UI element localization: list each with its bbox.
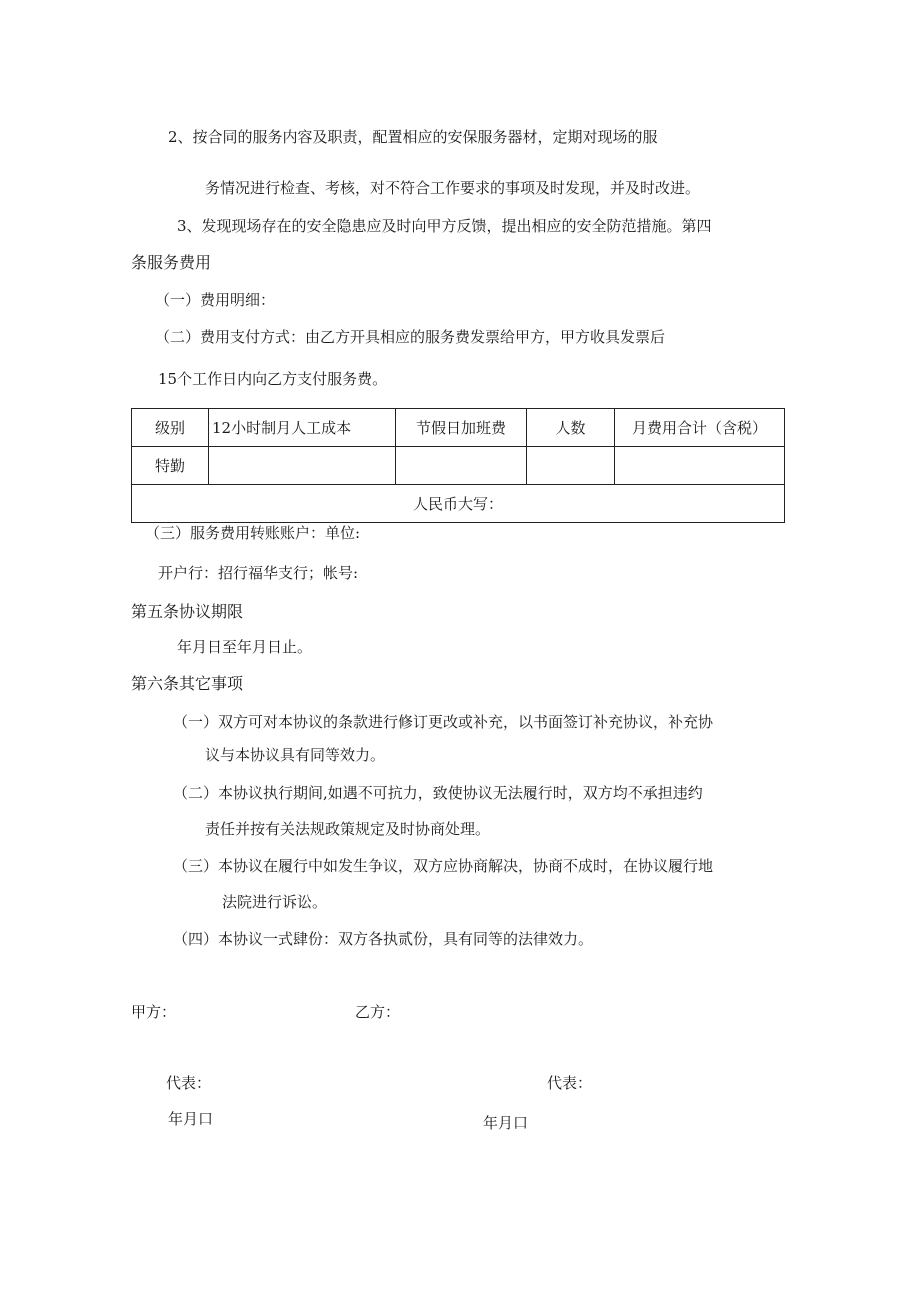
table-header-level: 级别	[132, 409, 209, 447]
table-header-monthly-total: 月费用合计（含税）	[615, 409, 785, 447]
table-cell-level: 特勤	[132, 447, 209, 485]
clause4-item2-line1: 2、按合同的服务内容及职责，配置相应的安保服务器材，定期对现场的服	[168, 128, 658, 146]
fee-bank: 开户行：招行福华支行；帐号:	[158, 564, 359, 582]
party-b-label: 乙方：	[355, 1003, 401, 1021]
table-total-row	[132, 485, 785, 523]
table-cell-headcount	[527, 447, 615, 485]
party-a-representative: 代表：	[166, 1074, 212, 1092]
clause6-item4: （四）本协议一式肆份：双方各执贰份，具有同等的法律效力。	[173, 930, 594, 948]
clause6-item3-line1: （三）本协议在履行中如发生争议，双方应协商解决，协商不成时，在协议履行地	[173, 857, 714, 875]
table-header-labor-cost: 12小时制月人工成本	[209, 409, 396, 447]
fee-table	[131, 408, 785, 523]
clause5-title: 第五条协议期限	[131, 602, 244, 621]
party-a-date: 年月口	[168, 1110, 214, 1128]
party-b-date: 年月口	[483, 1114, 529, 1132]
party-b-representative: 代表：	[547, 1074, 593, 1092]
fee-payment-line1: （二）费用支付方式：由乙方开具相应的服务费发票给甲方，甲方收具发票后	[155, 328, 666, 346]
table-header-overtime: 节假日加班费	[396, 409, 527, 447]
clause6-item1-line2: 议与本协议具有同等效力。	[205, 746, 386, 764]
table-header-headcount: 人数	[527, 409, 615, 447]
clause6-title: 第六条其它事项	[131, 674, 244, 693]
clause6-item2-line2: 责任并按有关法规政策规定及时协商处理。	[205, 820, 491, 838]
table-cell-monthly-total	[615, 447, 785, 485]
clause4-item2-line2: 务情况进行检查、考核，对不符合工作要求的事项及时发现，并及时改进。	[205, 179, 701, 197]
table-cell-labor-cost	[209, 447, 396, 485]
fee-payment-line2: 15个工作日内向乙方支付服务费。	[158, 370, 388, 388]
clause5-period: 年月日至年月日止。	[177, 638, 313, 656]
clause4-item3-line1: 3、发现现场存在的安全隐患应及时向甲方反馈，提出相应的安全防范措施。第四	[177, 217, 712, 235]
party-a-label: 甲方：	[131, 1003, 177, 1021]
clause4-title: 条服务费用	[131, 253, 212, 272]
table-total-rmb-uppercase: 人民币大写：	[132, 485, 785, 523]
fee-table-header-row	[132, 409, 785, 447]
fee-detail: （一）费用明细：	[155, 291, 276, 309]
table-cell-overtime	[396, 447, 527, 485]
clause6-item1-line1: （一）双方可对本协议的条款进行修订更改或补充，以书面签订补充协议，补充协	[173, 713, 714, 731]
table-row	[132, 447, 785, 485]
clause6-item2-line1: （二）本协议执行期间,如遇不可抗力，致使协议无法履行时，双方均不承担违约	[173, 784, 703, 802]
fee-account: （三）服务费用转账账户：单位:	[145, 524, 361, 542]
clause6-item3-line2: 法院进行诉讼。	[222, 893, 328, 911]
